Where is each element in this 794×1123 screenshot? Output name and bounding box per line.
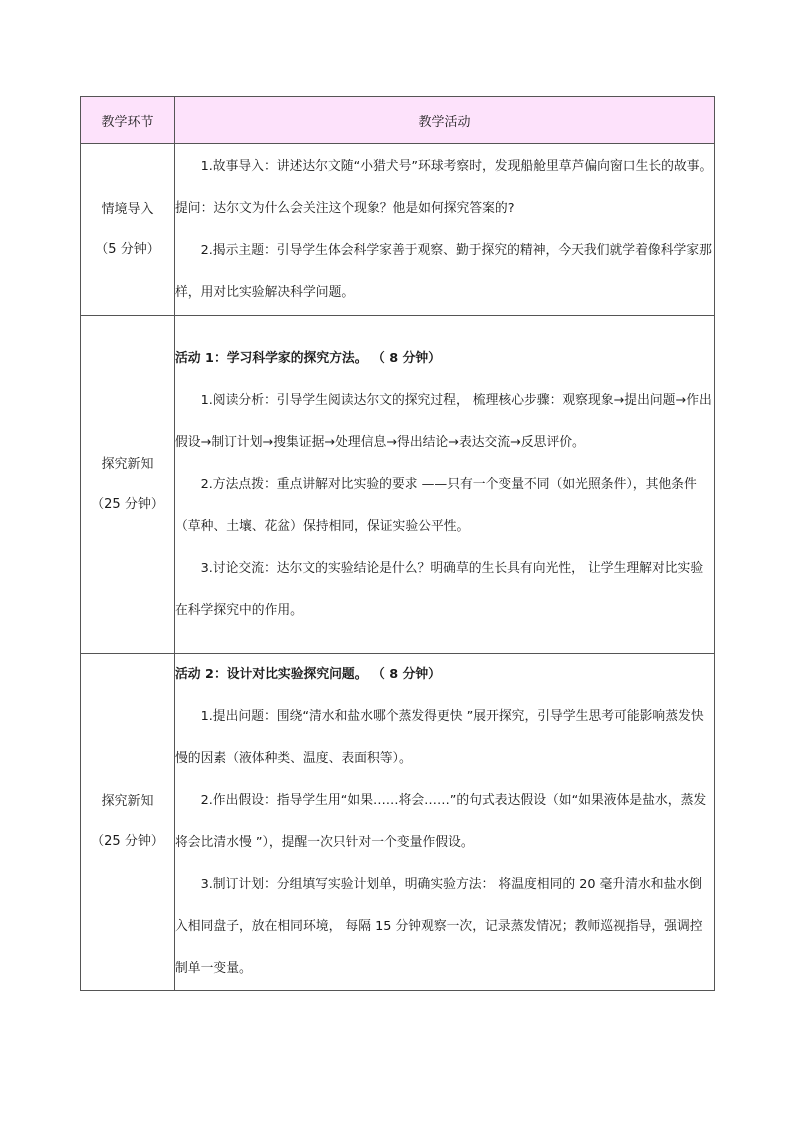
- header-activity: 教学活动: [175, 97, 715, 144]
- activity-paragraph: 2.作出假设：指导学生用“如果……将会……”的句式表达假设（如“如果液体是盐水，蒸发将会比清水慢 ”），提醒一次只针对一个变量作假设。: [175, 793, 707, 850]
- table-row: [81, 144, 715, 316]
- activity-cell: [175, 316, 715, 654]
- activity-paragraph: 2.揭示主题：引导学生体会科学家善于观察、勤于探究的精神，今天我们就学着像科学家那样，用对比实验解决科学问题。: [175, 242, 712, 300]
- stage-cell: [81, 144, 175, 316]
- lesson-plan-table: [80, 96, 715, 991]
- activity-heading: 活动 1：学习科学家的探究方法。 （ 8 分钟）: [175, 350, 441, 366]
- activity-paragraph: 1.阅读分析：引导学生阅读达尔文的探究过程， 梳理核心步骤：观察现象→提出问题→作出假设→制订计划→搜集证据→处理信息→得出结论→表达交流→反思评价。: [175, 392, 712, 450]
- stage-name: 情境导入: [101, 201, 154, 217]
- stage-name: 探究新知: [101, 456, 154, 472]
- stage-duration: （25 分钟）: [91, 496, 164, 512]
- activity-paragraph: 3.制订计划：分组填写实验计划单，明确实验方法： 将温度相同的 20 毫升清水和盐水倒入相同盘子，放在相同环境， 每隔 15 分钟观察一次，记录蒸发情况；教师巡视指导，强调控制单一变量。: [175, 877, 703, 976]
- activity-paragraph: 3.讨论交流：达尔文的实验结论是什么？明确草的生长具有向光性， 让学生理解对比实验在科学探究中的作用。: [175, 560, 704, 618]
- activity-heading: 活动 2：设计对比实验探究问题。 （ 8 分钟）: [175, 667, 441, 682]
- stage-cell: [81, 316, 175, 654]
- activity-paragraph: 2.方法点拨：重点讲解对比实验的要求 ——只有一个变量不同（如光照条件），其他条件（草种、土壤、花盆）保持相同，保证实验公平性。: [175, 476, 697, 534]
- activity-paragraph: 1.故事导入：讲述达尔文随“小猎犬号”环球考察时，发现船舱里草芦偏向窗口生长的故事。 提问：达尔文为什么会关注这个现象？他是如何探究答案的?: [175, 158, 713, 216]
- activity-paragraph: 1.提出问题：围绕“清水和盐水哪个蒸发得更快 ”展开探究，引导学生思考可能影响蒸发快慢的因素（液体种类、温度、表面积等）。: [175, 709, 704, 766]
- activity-cell: [175, 654, 715, 991]
- stage-name: 探究新知: [101, 794, 154, 809]
- stage-cell: [81, 654, 175, 991]
- table-row: [81, 316, 715, 654]
- stage-duration: （5 分钟）: [95, 241, 160, 257]
- table-header-row: [81, 97, 715, 144]
- activity-cell: [175, 144, 715, 316]
- stage-duration: （25 分钟）: [91, 834, 164, 849]
- header-stage: 教学环节: [81, 97, 175, 144]
- table-row: [81, 654, 715, 991]
